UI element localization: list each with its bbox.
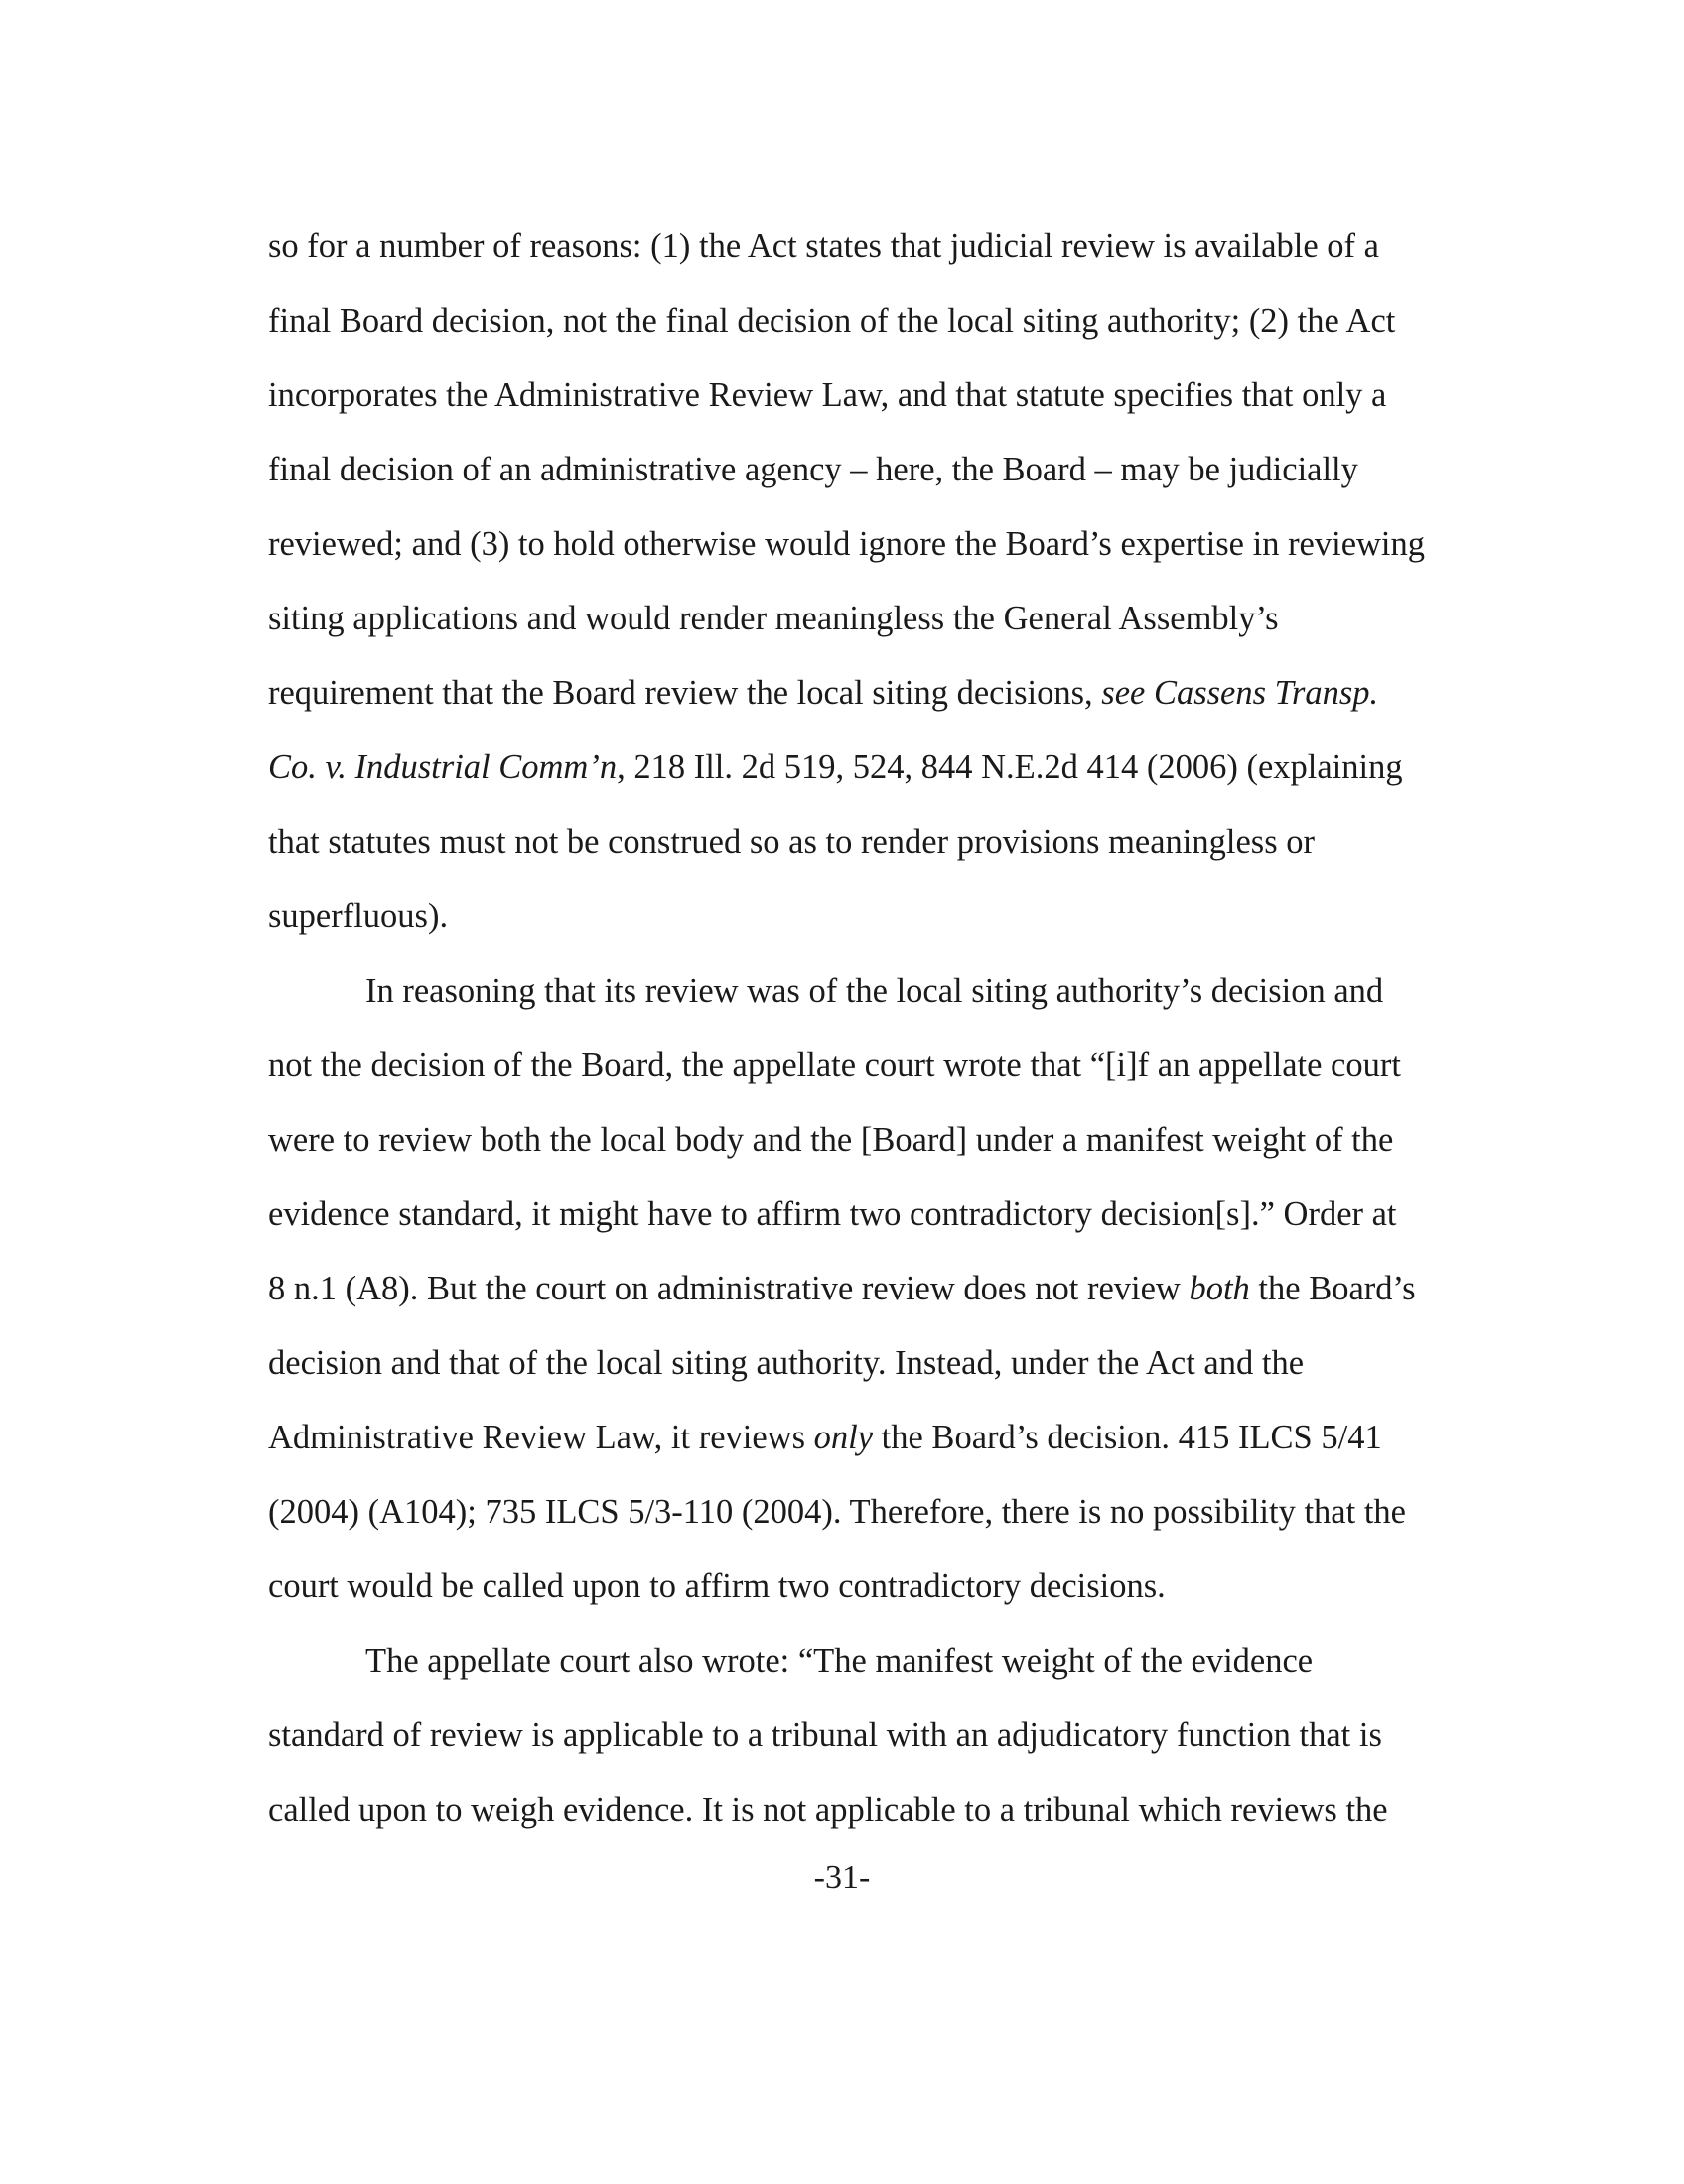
text-line	[268, 1475, 1484, 1550]
text-line	[268, 1252, 1484, 1326]
text-segment: the Board’s	[1249, 1270, 1416, 1307]
text-line	[268, 1177, 1484, 1252]
text-segment: decision and that of the local siting authority. Instead, under the Act and the	[268, 1344, 1305, 1382]
text-segment: (2004) (A104); 735 ILCS 5/3-110 (2004). Therefore, there is no possibility that the	[268, 1493, 1406, 1531]
document-body	[268, 209, 1484, 1847]
text-segment: final decision of an administrative agency – here, the Board – may be judicially	[268, 451, 1358, 488]
text-segment: standard of review is applicable to a tribunal with an adjudicatory function that is	[268, 1716, 1382, 1754]
text-line	[268, 433, 1484, 507]
text-segment: superfluous).	[268, 897, 449, 935]
page-number: -31-	[813, 1859, 871, 1896]
text-line	[268, 1401, 1484, 1475]
text-line	[268, 954, 1484, 1028]
text-line	[268, 1028, 1484, 1103]
text-line	[268, 1624, 1484, 1699]
text-line	[268, 656, 1484, 731]
italic-text: see Cassens Transp.	[1101, 674, 1379, 712]
text-segment: called upon to weigh evidence. It is not applicable to a tribunal which reviews the	[268, 1791, 1388, 1829]
text-segment: The appellate court also wrote: “The manifest weight of the evidence	[365, 1642, 1314, 1680]
paragraph	[268, 1624, 1484, 1847]
text-segment: were to review both the local body and the [Board] under a manifest weight of the	[268, 1121, 1394, 1159]
text-segment: reviewed; and (3) to hold otherwise would ignore the Board’s expertise in reviewing	[268, 525, 1426, 563]
text-line	[268, 209, 1484, 284]
text-segment: the Board’s decision. 415 ILCS 5/41	[873, 1419, 1382, 1456]
italic-text: only	[813, 1419, 874, 1456]
italic-text: Co. v. Industrial Comm’n	[268, 749, 618, 786]
text-segment: requirement that the Board review the local siting decisions,	[268, 674, 1102, 712]
text-line	[268, 1773, 1484, 1847]
text-segment: court would be called upon to affirm two contradictory decisions.	[268, 1568, 1166, 1605]
text-line	[268, 358, 1484, 433]
text-segment: not the decision of the Board, the appellate court wrote that “[i]f an appellate court	[268, 1046, 1401, 1084]
text-segment: that statutes must not be construed so as to render provisions meaningless or	[268, 823, 1315, 861]
text-segment: so for a number of reasons: (1) the Act states that judicial review is available of a	[268, 227, 1379, 265]
text-segment: 8 n.1 (A8). But the court on administrative review does not review	[268, 1270, 1190, 1307]
text-segment: In reasoning that its review was of the local siting authority’s decision and	[365, 972, 1384, 1010]
text-segment: , 218 Ill. 2d 519, 524, 844 N.E.2d 414 (2006) (explaining	[617, 749, 1403, 786]
paragraph	[268, 209, 1484, 954]
text-segment: incorporates the Administrative Review Law, and that statute specifies that only a	[268, 376, 1387, 414]
text-line	[268, 1103, 1484, 1177]
text-segment: final Board decision, not the final decision of the local siting authority; (2) the Act	[268, 302, 1396, 340]
text-line	[268, 805, 1484, 880]
text-line	[268, 731, 1484, 805]
text-line	[268, 582, 1484, 656]
text-line	[268, 1326, 1484, 1401]
text-line	[268, 507, 1484, 582]
paragraph	[268, 954, 1484, 1624]
text-line	[268, 284, 1484, 358]
text-segment: siting applications and would render meaningless the General Assembly’s	[268, 600, 1279, 637]
text-segment: Administrative Review Law, it reviews	[268, 1419, 814, 1456]
text-line	[268, 1699, 1484, 1773]
text-segment: evidence standard, it might have to affirm two contradictory decision[s].” Order at	[268, 1195, 1397, 1233]
text-line	[268, 1550, 1484, 1624]
italic-text: both	[1189, 1270, 1250, 1307]
text-line	[268, 880, 1484, 954]
